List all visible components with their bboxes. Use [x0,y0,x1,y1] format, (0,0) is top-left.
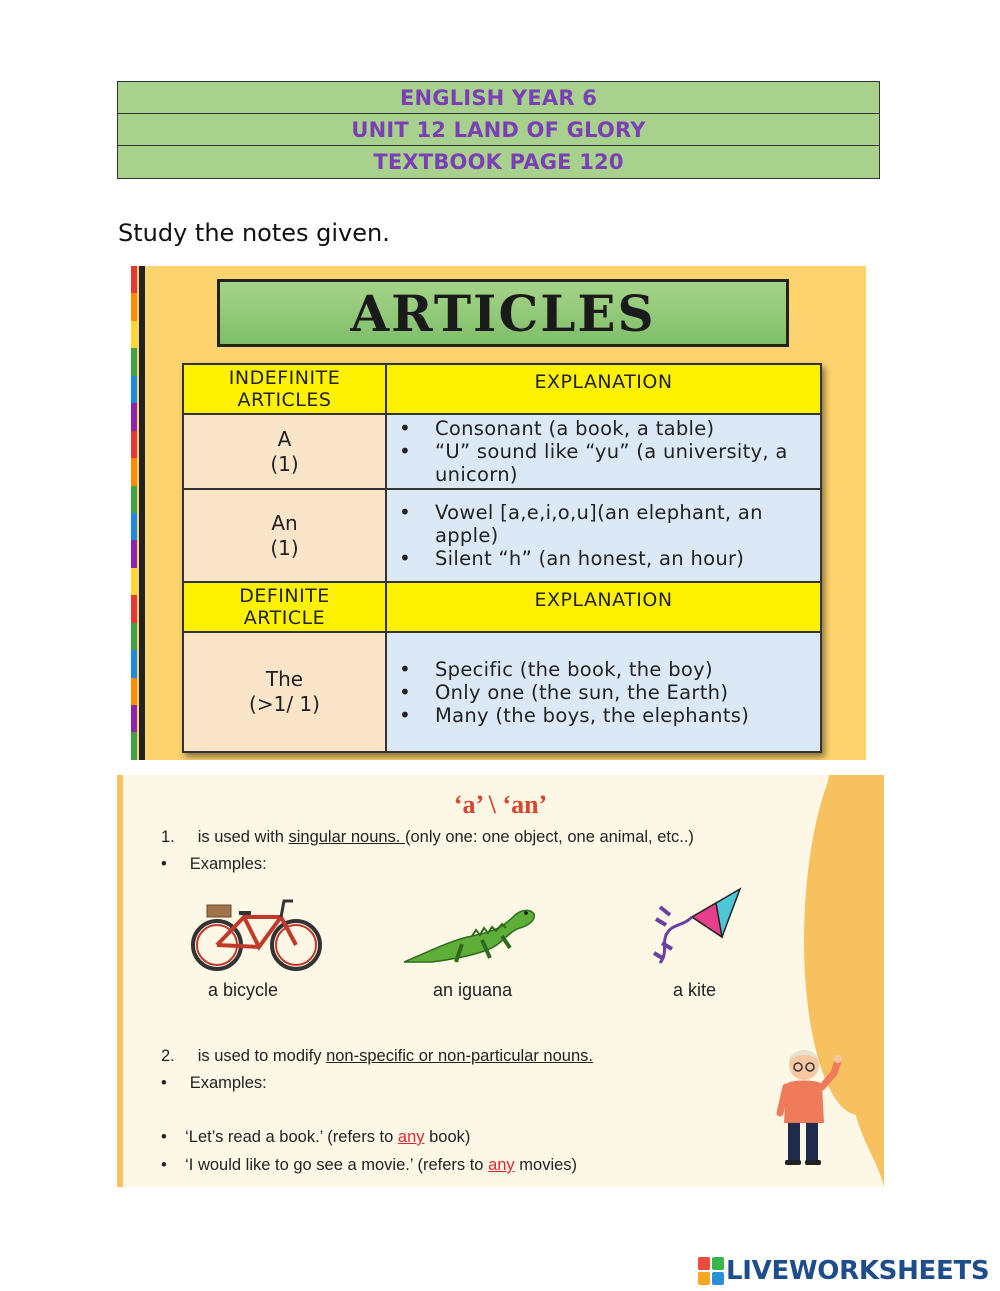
examples-label-1 [161,855,267,874]
caption-kite: a kite [673,980,717,1000]
bullet-icon: • [161,1128,167,1146]
caption-iguana: an iguana [433,980,513,1000]
bullet-icon: • [161,1074,167,1092]
list-item: • “U” sound like “yu” (a university, a unicorn) [395,440,812,486]
article-an-cell [183,489,386,582]
example-2-any: any [488,1156,515,1174]
example-1 [161,1128,470,1147]
bullet-icon: • [161,1156,167,1174]
list-item: • Specific (the book, the boy) [395,658,812,681]
kite-icon [652,887,747,972]
example-2-text: ‘I would like to go see a movie.’ (refers to [185,1156,489,1174]
explanation-header: EXPLANATION [386,364,821,414]
caption-bicycle: a bicycle [208,980,279,1000]
point-1 [161,828,694,847]
liveworksheets-logo [698,1254,989,1288]
article-a-label: A [277,426,292,451]
point-1-note: (only one: one object, one animal, etc..) [404,828,694,846]
point-1-text: is used with [197,828,289,846]
left-edge-shape [117,775,123,1187]
point-1-underlined: singular nouns. [288,828,405,846]
point-1-number: 1. [161,828,175,846]
indefinite-header [183,364,386,414]
example-1-end: book) [424,1128,471,1146]
list-item: • Many (the boys, the elephants) [395,704,812,727]
bullet-icon: • [161,855,167,873]
examples-2-text: Examples: [189,1074,267,1092]
header-unit: UNIT 12 LAND OF GLORY [118,114,879,146]
example-2 [161,1156,577,1175]
point-2-text: is used to modify [197,1047,327,1065]
example-1-text: ‘Let’s read a book.’ (refers to [185,1128,398,1146]
example-1-any: any [397,1128,425,1146]
old-man-illustration [772,1043,844,1168]
indefinite-header-text: INDEFINITE ARTICLES [228,367,341,411]
examples-label-2 [161,1074,267,1093]
list-item: • Vowel [a,e,i,o,u](an elephant, an apple) [395,501,812,547]
list-item: • Silent “h” (an honest, an hour) [395,547,812,570]
article-the-cell [183,632,386,752]
article-an-count: (1) [270,535,299,560]
examples-1-text: Examples: [189,855,267,873]
poster-border [139,266,145,760]
point-2 [161,1047,593,1066]
instruction-text: Study the notes given. [118,219,390,247]
article-the-count: (>1/ 1) [249,692,320,716]
article-an-label: An [271,510,298,535]
color-strip [131,266,137,760]
bicycle-icon [189,895,324,975]
a-an-slide [117,775,884,1187]
definite-header [183,582,386,632]
point-2-number: 2. [161,1047,175,1065]
article-the-label: The [265,667,304,691]
article-a-cell [183,414,386,489]
list-item: • Consonant (a book, a table) [395,417,812,440]
article-a-explanation [386,414,821,489]
example-2-end: movies) [514,1156,578,1174]
point-2-underlined: non-specific or non-particular nouns. [326,1047,593,1065]
header-table [117,81,880,179]
logo-text: LIVEWORKSHEETS [726,1256,990,1286]
list-item: • Only one (the sun, the Earth) [395,681,812,704]
poster-title-box [217,279,789,347]
poster-title: ARTICLES [350,283,656,343]
slide-heading: ‘a’ \ ‘an’ [453,790,548,819]
articles-poster [131,266,866,760]
article-the-explanation [386,632,821,752]
logo-mark-icon [698,1257,724,1285]
definite-header-text: DEFINITE ARTICLE [239,585,330,629]
iguana-icon [402,900,537,970]
definite-explanation-header: EXPLANATION [386,582,821,632]
article-a-count: (1) [270,451,299,476]
articles-table [182,363,822,753]
header-page: TEXTBOOK PAGE 120 [118,146,879,178]
header-subject: ENGLISH YEAR 6 [118,82,879,114]
article-an-explanation [386,489,821,582]
